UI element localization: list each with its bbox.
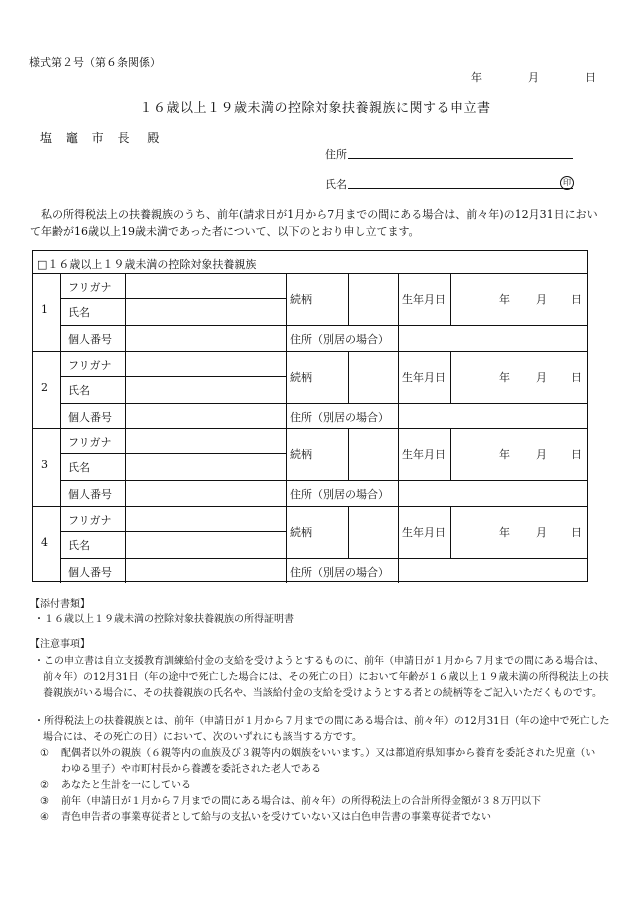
- address-separate-label: 住所（別居の場合）: [290, 565, 389, 579]
- personal-number-label: 個人番号: [68, 410, 112, 424]
- row-number: 1: [41, 303, 48, 316]
- relationship-input[interactable]: [350, 508, 396, 556]
- addressee-char: 塩: [40, 131, 53, 145]
- relationship-label: 続柄: [290, 293, 312, 306]
- address-input[interactable]: [400, 405, 585, 427]
- birth-year-label: 年: [499, 448, 510, 461]
- row-number: 4: [41, 535, 48, 549]
- birth-month-label: 月: [536, 370, 547, 384]
- applicant-name-field[interactable]: [348, 188, 573, 189]
- date-day-label: 日: [585, 71, 596, 84]
- personal-number-input[interactable]: [127, 482, 284, 504]
- addressee-char: 殿: [147, 131, 160, 145]
- birth-year-label: 年: [499, 525, 510, 539]
- name-input[interactable]: [127, 455, 284, 478]
- notes-heading: 【注意事項】: [30, 639, 90, 650]
- furigana-label: フリガナ: [68, 281, 112, 294]
- furigana-input[interactable]: [127, 275, 284, 296]
- condition-item: [40, 810, 600, 826]
- address-separate-label: 住所（別居の場合）: [290, 333, 389, 346]
- birth-day-label: 日: [571, 448, 582, 461]
- address-separate-label: 住所（別居の場合）: [290, 488, 389, 501]
- birth-month-label: 月: [536, 448, 547, 461]
- row-number: 3: [41, 458, 48, 471]
- condition-text: 青色申告者の事業専従者として給与の支払いを受けていない又は白色申告書の事業専従者でない: [61, 812, 491, 823]
- relationship-label: 続柄: [290, 525, 312, 539]
- address-input[interactable]: [400, 327, 585, 349]
- row-number: 2: [41, 380, 48, 394]
- personal-number-input[interactable]: [127, 327, 284, 349]
- seal-mark: 印: [560, 176, 574, 190]
- date-month-label: 月: [528, 71, 539, 84]
- condition-text: 前年（申請日が１月から７月までの間にある場合は、前々年）の所得税法上の合計所得金額が３８万円以下: [61, 796, 541, 807]
- birthdate-input[interactable]: [452, 275, 585, 323]
- birth-month-label: 月: [536, 293, 547, 306]
- address-separate-label: 住所（別居の場合）: [290, 410, 389, 424]
- condition-text: あなたと生計を一にしている: [61, 780, 191, 791]
- relationship-input[interactable]: [350, 275, 396, 323]
- form-number: 様式第２号（第６条関係）: [29, 56, 161, 69]
- condition-num: ②: [40, 780, 49, 791]
- condition-num: ①: [40, 748, 49, 759]
- attachment-item: ・１６歳以上１９歳未満の控除対象扶養親族の所得証明書: [34, 614, 294, 625]
- furigana-input[interactable]: [127, 353, 284, 374]
- name-label: 氏名: [68, 538, 90, 552]
- birth-year-label: 年: [499, 370, 510, 384]
- name-input[interactable]: [127, 300, 284, 323]
- relationship-label: 続柄: [290, 370, 312, 384]
- birth-year-label: 年: [499, 293, 510, 306]
- furigana-label: フリガナ: [68, 358, 112, 372]
- birthdate-input[interactable]: [452, 508, 585, 556]
- condition-list: [40, 746, 600, 826]
- condition-num: ④: [40, 812, 49, 823]
- relationship-input[interactable]: [350, 430, 396, 478]
- name-label: 氏名: [68, 306, 90, 319]
- condition-item: [40, 778, 600, 794]
- birthdate-label: 生年月日: [402, 370, 446, 384]
- note-definition: ・所得税法上の扶養親族とは、前年（申請日が１月から７月までの間にある場合は、前々年）の12月31日（年の途中で死亡した場合には、その死亡の日）において、次のいずれにも該当する方です。: [34, 716, 610, 743]
- birth-day-label: 日: [571, 293, 582, 306]
- condition-num: ③: [40, 796, 49, 807]
- applicant-name-label: 氏名: [325, 178, 347, 191]
- condition-item: [40, 794, 600, 810]
- personal-number-label: 個人番号: [68, 333, 112, 346]
- name-label: 氏名: [68, 461, 90, 474]
- personal-number-input[interactable]: [127, 405, 284, 427]
- condition-text: 配偶者以外の親族（６親等内の血族及び３親等内の姻族をいいます。）又は都道府県知事から養育を委託された児童（いわゆる里子）や市町村長から養護を委託された老人である: [61, 748, 596, 775]
- dependents-table: [32, 250, 588, 582]
- date-year-label: 年: [471, 71, 482, 84]
- intro-text: 私の所得税法上の扶養親族のうち、前年(請求日が1月から7月までの間にある場合は、前々年)の12月31日において年齢が16歳以上19歳未満であった者について、以下のとおり申し立てます。: [30, 208, 598, 238]
- furigana-input[interactable]: [127, 430, 284, 451]
- birthdate-input[interactable]: [452, 353, 585, 401]
- attachments-heading: 【添付書類】: [30, 599, 90, 610]
- name-input[interactable]: [127, 378, 284, 401]
- name-label: 氏名: [68, 383, 90, 397]
- applicant-address-field[interactable]: [348, 158, 573, 159]
- furigana-label: フリガナ: [68, 513, 112, 527]
- addressee-char: 市: [91, 131, 104, 145]
- personal-number-label: 個人番号: [68, 488, 112, 501]
- address-input[interactable]: [400, 482, 585, 504]
- personal-number-label: 個人番号: [68, 565, 112, 579]
- addressee: [40, 129, 159, 146]
- birth-month-label: 月: [536, 525, 547, 539]
- address-input[interactable]: [400, 560, 585, 582]
- birthdate-label: 生年月日: [402, 293, 446, 306]
- birthdate-label: 生年月日: [402, 525, 446, 539]
- addressee-char: 長: [117, 131, 130, 145]
- furigana-label: フリガナ: [68, 436, 112, 449]
- personal-number-input[interactable]: [127, 560, 284, 582]
- table-section-title: □１６歳以上１９歳未満の控除対象扶養親族: [37, 258, 257, 271]
- note-purpose-text: ・この申立書は自立支援教育訓練給付金の支給を受けようとするものに、前年（申請日が１月から７月までの間にある場合は、前々年）の12月31日（年の途中で死亡した場合には、その死亡の日）において年齢が１６歳以上１９歳未満の所得税法上の扶養親族がいる場合に、その扶養親族の氏名や、当該給付金の支給を受けようとする者との続柄等をご記入いただくものです。: [34, 656, 609, 699]
- birthdate-input[interactable]: [452, 430, 585, 478]
- relationship-label: 続柄: [290, 448, 312, 461]
- applicant-address-label: 住所: [325, 148, 347, 161]
- form-title: １６歳以上１９歳未満の控除対象扶養親族に関する申立書: [139, 101, 491, 116]
- name-input[interactable]: [127, 533, 284, 556]
- birth-day-label: 日: [571, 370, 582, 384]
- relationship-input[interactable]: [350, 353, 396, 401]
- birthdate-label: 生年月日: [402, 448, 446, 461]
- furigana-input[interactable]: [127, 508, 284, 529]
- birth-day-label: 日: [571, 525, 582, 539]
- addressee-char: 竈: [65, 131, 78, 145]
- condition-item: [40, 746, 600, 778]
